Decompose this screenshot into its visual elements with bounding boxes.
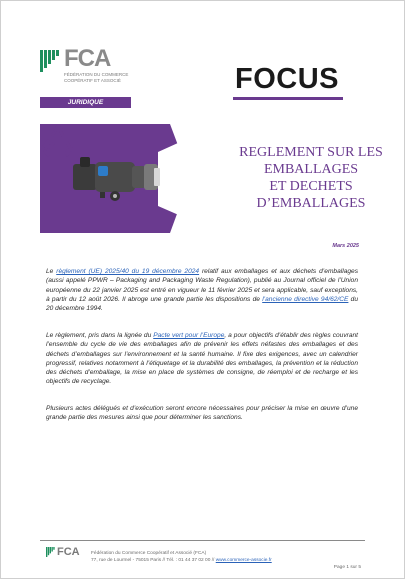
paragraph-text: , a pour objectifs d’établir des règles couvrant l’ensemble du cycle de vie des emballages afin de prévenir les effets néfastes des emballages et des déchets d’emballages sur l’environnement et la santé humaine. Il fixe des exigences, avec un calendrier progressif, relatives notamment à l’étiquetage et la durabilité des emballages, la prévention et la réduction des déchets d’emballage, la mise en place de systèmes de consigne, de réemploi et de recharge et les objectifs de recyclage. [46,332,358,386]
paragraph-objectives [46,331,358,387]
banner-title [236,144,386,212]
footer-address: 77, rue de Lourmel - 75015 Paris // Tél. : 01 44 37 02 00 // [91,558,216,563]
regulation-link[interactable]: règlement (UE) 2025/40 du 19 décembre 2024 [56,268,200,275]
paragraph-text: Le [46,268,57,275]
footer-organisation: Fédération du Commerce Coopératif et Associé (FCA) [91,551,207,556]
green-deal-link[interactable]: Pacte vert pour l’Europe [153,332,225,339]
logo-letters: FCA [64,45,111,72]
page-number: Page 1 sur 5 [333,565,361,570]
paragraph-next-steps: Plusieurs actes délégués et d’exécution seront encore nécessaires pour préciser la mise en œuvre d’une grande partie des mesures ainsi que pour déterminer les sanctions. [46,405,358,422]
paragraph-text: du 20 décembre 1994. [46,295,358,313]
logo-subtitle: FÉDÉRATION DU COMMERCE COOPÉRATIF ET ASSOCIÉ [64,72,129,83]
footer-divider [40,540,365,541]
focus-underline [233,97,343,100]
banner-title-line: D’EMBALLAGES [256,196,366,211]
banner-title-line: ET DECHETS [269,179,353,194]
footer-contact [91,550,321,564]
website-link[interactable]: www.commerce-associe.fr [215,558,272,563]
footer-logo-letters: FCA [57,546,80,558]
paragraph-text: relatif aux emballages et aux déchets d’emballages (aussi appelé PPWR – Packaging and Packaging Waste Regulation), publié au Journal officiel de l’Union européenne du 22 janvier 2025 est entré en vigueur le 11 février 2025 et sera applicable, sauf exceptions, à partir du 12 août 2026. Il abroge une grande partie les dispositions de [46,268,358,303]
focus-title: FOCUS [235,63,339,95]
recycle-icon [40,124,76,160]
fca-logo-mark-icon [46,547,56,557]
footer-address-line [91,557,321,564]
directive-link[interactable]: l’ancienne directive 94/62/CE [262,295,349,303]
paragraph-intro [46,267,358,313]
document-date: Mars 2025 [332,243,359,249]
fca-logo-mark-icon [40,50,62,72]
banner-title-line: EMBALLAGES [263,162,359,177]
banner-title-line: REGLEMENT SUR LES [239,145,383,160]
category-tag: JURIDIQUE [40,97,131,108]
banner [40,124,383,233]
paragraph-text: Le règlement, pris dans la lignée du [46,332,154,339]
